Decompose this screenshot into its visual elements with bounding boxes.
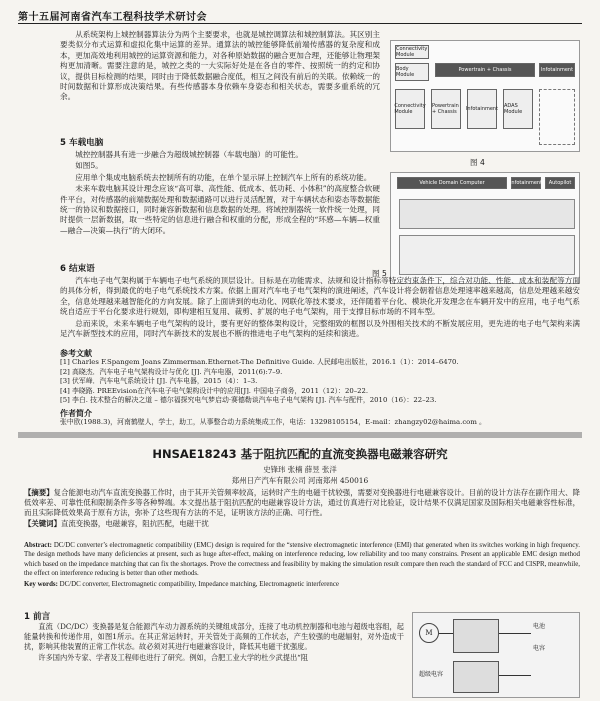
author-heading: 作者简介: [60, 409, 92, 418]
supercap-label: 超级电容: [419, 671, 444, 678]
reference-item: [5] 李白. 技术整合的解决之道 – 德尔福探究电气梦启动·赛德勒谈汽车电子电气架构 [J]. 汽车与配件，2010（16）：22–23.: [60, 396, 437, 405]
fig4-box: Connectivity Module: [396, 46, 428, 58]
keywords-en-label: Key words:: [24, 580, 58, 588]
wire: [499, 675, 531, 676]
fig5-box: Vehicle Domain Computer: [397, 177, 507, 189]
abstract-cn-label: 【摘要】: [24, 488, 54, 497]
section-heading-5: 5 车载电脑: [60, 138, 104, 148]
fig5-box: Autopilot: [545, 177, 575, 189]
motor-symbol: M: [419, 623, 439, 643]
keywords-cn-paragraph: [24, 519, 580, 529]
paragraph: 许多国内外专家、学者及工程师也进行了研究。例如，合肥工业大学的杜少武提出“阻: [38, 653, 309, 662]
abstract-en-label: Abstract:: [24, 542, 52, 549]
paper2-authors: 史锋玮 张楠 薛昱 张洋: [263, 465, 337, 474]
wire: [499, 633, 531, 634]
fig5-module-row: [399, 199, 575, 229]
converter-block-2: [453, 661, 499, 693]
fig4-box: Body Module: [395, 63, 429, 81]
fig4-box: ADAS Module: [503, 89, 533, 129]
paragraph: 如图5。: [75, 161, 103, 171]
author-bio: 张中欧(1988.3)，河南鹤壁人，学士，助工，从事整合动力系统集成工作，电话：13298105154，E-mail：zhangzy02@haima.com 。: [60, 418, 486, 426]
reference-item: [1] Charles F.Spangem Joans Zimmerman.Ethernet-The Definitive Guide. 人民邮电出版社，2016.1（1）：2014–6470.: [60, 358, 459, 366]
paper2-affiliation: 郑州日产汽车有限公司 河南郑州 450016: [231, 476, 369, 485]
keywords-cn-label: 【关键词】: [24, 519, 61, 528]
figure-5: [390, 172, 580, 284]
references-heading: 参考文献: [60, 349, 92, 358]
paragraph: 应用单个集成电脑系统去控制所有的功能，在单个显示屏上控制汽车上所有的系统功能。: [75, 172, 372, 182]
reference-item: [3] 伏军峰．汽车电气系统设计 [J]. 汽车电器，2015（4）：1–3.: [60, 377, 258, 386]
fig4-box: Infotainment: [539, 63, 575, 77]
battery-label: 电池: [533, 623, 546, 630]
fig4-box: Infotainment: [467, 89, 497, 129]
keywords-en-text: DC/DC converter, Electromagnetic compatibility, Impedance matching, Electromagnetic interference: [59, 580, 339, 588]
fig4-box: Powertrain + Chassis: [435, 63, 535, 77]
fig5-sensor-row: [399, 235, 575, 275]
journal-header: [18, 6, 582, 24]
keywords-cn-text: 直流变换器，电磁兼容，阻抗匹配，电磁干扰: [60, 519, 209, 528]
keywords-en-paragraph: [24, 580, 580, 589]
paper2-intro-heading: 1 前言: [24, 612, 51, 622]
figure-5-caption: 图 5: [372, 269, 387, 278]
reference-item: [2] 高晓杰．汽车电子电气架构设计与优化 [J]. 汽车电器，2011(6):7–9.: [60, 367, 283, 376]
abstract-en-text: DC/DC converter’s electromagnetic compatibility (EMC) design is required for the “stensive electromagnetic interference (EMI) that generated when its switches working in high frequency. The design methods have many deficiencies at present, such as huge after-effect, making on interference reducing, low reliability and too many constrains. Present an applicable EMC design method which based on the impedance matching that can fix the shortages. Prove the correctness and feasibility by making the simulation result compare then reach the standard of FCC and CISPR, meanwhile, the effect on interference reducing is better than other methods.: [24, 542, 580, 578]
abstract-cn-text: 复合能源电动汽车直流变换器工作时，由于其开关管频率较高，运转时产生的电磁干扰较强，需要对变换器进行电磁兼容设计。目前的设计方法存在副作用大、降低效率差、可靠性低和限制条件多等各种弊端。本文提出基于阻抗匹配的电磁兼容设计方法，通过仿真进行对比验证，设计结果不仅满足国家及国际相关电磁兼容性标准，而且实际降低效果高于原有方法，弥补了这些现有方法的不足，证明该方法的正确、可行性。: [24, 488, 580, 517]
paper2-abstract-cn: [24, 488, 580, 530]
paragraph: 未来车载电脑其设计理念应该“高可靠、高性能、低成本、低功耗、小体积”的高度整合软硬件平台，对传感器的前端数据处理和数据通路可以进行灵活配置，对于车辆状态和姿态等数据能统一的协议和数据接口，同时兼容新数据和信息数据的处理。将域控制器统一软件统一处理，同时提供一层新数据，取一些特定的信息进行融合和权重的分配，形成全程的“环感—车辆—权重—融合—决策—执行”的大闭环。: [60, 184, 380, 235]
figure-4: [390, 40, 580, 152]
paragraph: 从系统架构上城控制器算法分为两个主要要求，也就是城控调算法和城控制算法。其区别主要类似分布式运算和虚拟化集中运算的差异。通算法的城控能够降低前端传感器的复杂度和成本，更加高效地利用城控的运算资源和能力，对各种原始数据的融合更加合理，还能够让物理架构更加清晰。需要注意的是，城控之类的一大实际好处是在各自的零件、按照统一的约定和协议，提供目标检测的结果，同时由于降低数据融合度低，相互之间没有前后的关联。依赖统一的时间数据和计算形成决策结果。有些传感器本身依赖车身姿态和相关状态，需要多重系统的冗余。: [60, 30, 380, 102]
paper2-intro: [24, 622, 404, 664]
wire: [439, 633, 453, 634]
paragraph: 直流（DC/DC）变换器是复合能源汽车动力源系统的关键组成部分，连接了电动机控制器和电池与超级电容组，起能量转换和传递作用，如图1所示。在其正常运转时，开关管处于高频的工作状态，产生较强的电磁辐射，对外造成干扰，影响其他装置的正常工作状态。故必须对其进行电磁兼容设计，降低其电磁干扰强度。: [24, 622, 404, 651]
fig4-box: Powertrain + Chassis: [431, 89, 461, 129]
paragraph: 城控控制器具有进一步融合为超级城控制器（车载电脑）的可能性。: [75, 150, 303, 159]
fig4-sensor-group: [539, 89, 575, 145]
paper1-body: [60, 30, 380, 104]
paper1-conclusion: [60, 276, 580, 340]
paper2-title: HNSAE18243 基于阻抗匹配的直流变换器电磁兼容研究: [152, 447, 448, 461]
reference-item: [4] 李晓路. PREEvision在汽车电子电气架构设计中的应用[J]. 中国电子商务，2011（12）：20–22.: [60, 386, 369, 395]
references-list: [60, 358, 580, 406]
abstract-cn-paragraph: [24, 488, 580, 518]
figure-4-caption: 图 4: [470, 158, 485, 167]
journal-header-text: 第十五届河南省汽车工程科技学术研讨会: [18, 12, 207, 23]
divider-bar: [18, 432, 582, 438]
capacitor-label: 电容: [533, 645, 546, 652]
paper2-figure-1: [412, 612, 580, 698]
section-heading-6: 6 结束语: [60, 264, 95, 274]
paper2-abstract-en: [24, 541, 580, 590]
abstract-en-paragraph: [24, 541, 580, 579]
fig5-box: Infotainment: [511, 177, 541, 189]
fig4-box: Connectivity Module: [395, 89, 425, 129]
paper1-sec5-body: [60, 150, 380, 237]
paragraph: 总而来说，未来车辆电子电气架构的设计，要有更好的整体架构设计，完整细致的框图以及外围相关技术的不断发展应用，更先进的电子电气架构来满足汽车新型技术的应用，同时汽车新技术的发展也不断的推进电子电气架构的延续和演进。: [60, 318, 580, 339]
converter-block: [453, 619, 499, 653]
paragraph: 汽车电子电气架构属于车辆电子电气系统的顶层设计。目标是在功能需求、法规和设计指标等特定约束条件下，综合对功能、性能、成本和装配等方面的具体分析，得到最优的电子电气系统技术方案。依据上面对汽车电子电气架构的演进阐述，汽车设计将会朝着信息处理速率越来越高，信息处理越来越安全，信息处理越来越智能化的方向发展。除了上面讲到的电动化、网联化等技术要求，还伴随着平台化、模块化开发理念在车辆开发中的应用，电子电气系统自适应于平台化要求进行规划，即构建相互复用、裁剪、扩展的电子电气架构，用于支撑目标市场的不同车型。: [60, 276, 580, 317]
